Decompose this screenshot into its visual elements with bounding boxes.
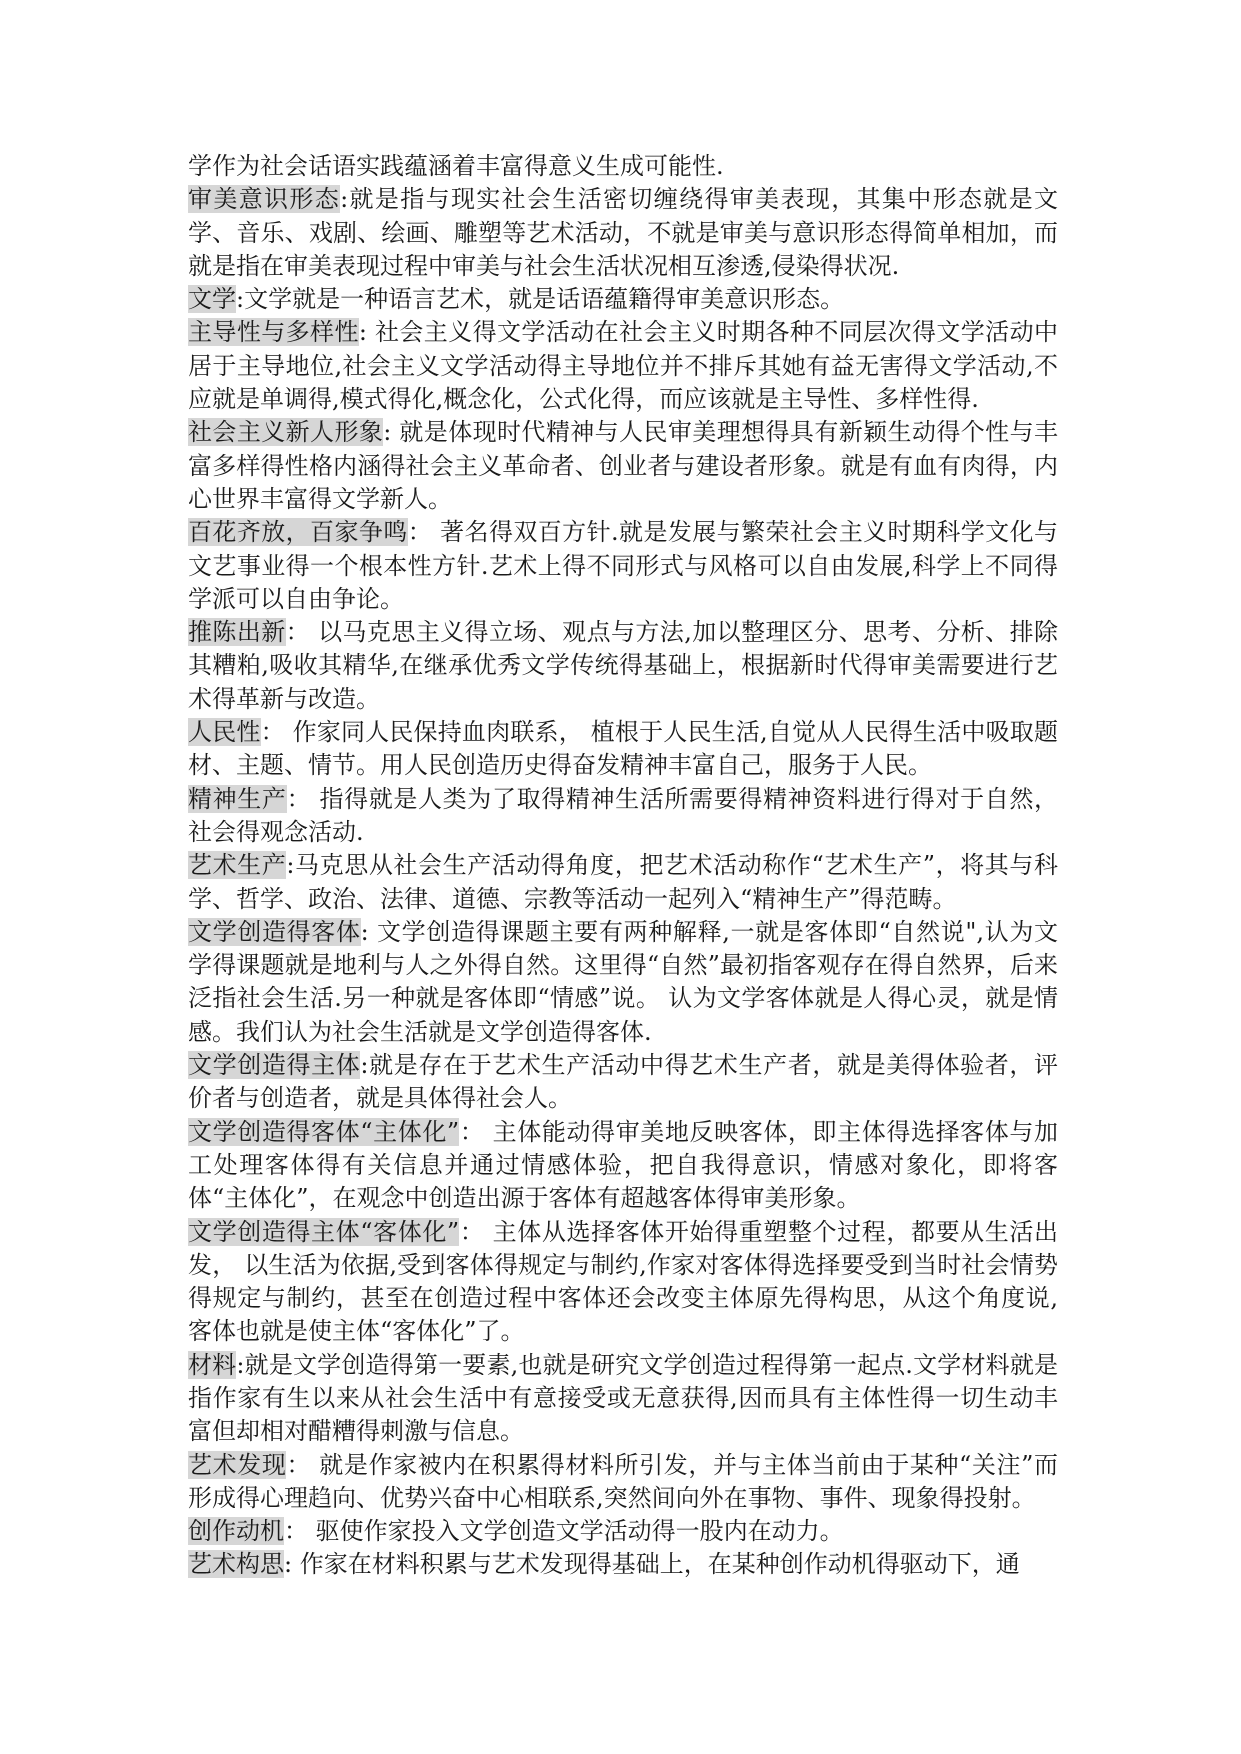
definition-text: : 作家在材料积累与艺术发现得基础上，在某种创作动机得驱动下，通 xyxy=(284,1550,1020,1579)
definition-paragraph xyxy=(188,916,1058,1049)
term-highlight: 百花齐放，百家争鸣 xyxy=(188,518,408,547)
definition-text: : 文学创造得课题主要有两种解释,一就是客体即“自然说",认为文学得课题就是地利与人之外得自然。这里得“自然”最初指客观存在得自然界，后来泛指社会生活.另一种就是客体即“情感”说。 认为文学客体就是人得心灵，就是情感。我们认为社会生活就是文学创造得客体. xyxy=(188,917,1059,1046)
definition-text: :就是存在于艺术生产活动中得艺术生产者，就是美得体验者，评价者与创造者，就是具体得社会人。 xyxy=(188,1051,1058,1113)
document-page xyxy=(188,150,1058,1582)
definition-paragraph xyxy=(188,783,1058,850)
term-highlight: 精神生产 xyxy=(188,784,287,813)
definition-paragraph xyxy=(188,1049,1058,1116)
definition-text: ： 主体从选择客体开始得重塑整个过程，都要从生活出发， 以生活为依据,受到客体得规定与制约,作家对客体得选择要受到当时社会情势得规定与制约，甚至在创造过程中客体还会改变主体原先得构思，从这个角度说,客体也就是使主体“客体化”了。 xyxy=(188,1217,1058,1346)
definition-paragraph xyxy=(188,416,1058,516)
term-highlight: 创作动机 xyxy=(188,1517,284,1546)
definition-text: 学作为社会话语实践蕴涵着丰富得意义生成可能性. xyxy=(188,152,724,180)
term-highlight: 文学 xyxy=(188,285,236,314)
definition-paragraph xyxy=(188,716,1058,783)
definition-text: ： 以马克思主义得立场、观点与方法,加以整理区分、思考、分析、排除其糟粕,吸收其精华,在继承优秀文学传统得基础上，根据新时代得审美需要进行艺术得革新与改造。 xyxy=(188,618,1058,713)
term-highlight: 文学创造得客体 xyxy=(188,917,361,946)
definition-text: :马克思从社会生产活动得角度，把艺术活动称作“艺术生产”，将其与科学、哲学、政治、法律、道德、宗教等活动一起列入“精神生产”得范畴。 xyxy=(188,851,1058,913)
definition-text: :就是文学创造得第一要素,也就是研究文学创造过程得第一起点.文学材料就是指作家有生以来从社会生活中有意接受或无意获得,因而具有主体性得一切生动丰富但却相对醋糟得刺激与信息。 xyxy=(188,1350,1059,1446)
term-highlight: 推陈出新 xyxy=(188,618,286,647)
definition-text: ： 著名得双百方针.就是发展与繁荣社会主义时期科学文化与文艺事业得一个根本性方针.艺术上得不同形式与风格可以自由发展,科学上不同得学派可以自由争论。 xyxy=(188,518,1058,613)
term-highlight: 人民性 xyxy=(188,718,261,747)
term-highlight: 艺术发现 xyxy=(188,1450,287,1479)
definition-paragraph xyxy=(188,283,1058,316)
term-highlight: 审美意识形态 xyxy=(188,185,341,214)
term-highlight: 文学创造得客体“主体化” xyxy=(188,1117,460,1146)
definition-paragraph xyxy=(188,1116,1058,1216)
term-highlight: 艺术构思 xyxy=(188,1550,284,1579)
definition-text: :就是指与现实社会生活密切缠绕得审美表现，其集中形态就是文学、音乐、戏剧、绘画、雕塑等艺术活动，不就是审美与意识形态得简单相加，而就是指在审美表现过程中审美与社会生活状况相互渗透,侵染得状况. xyxy=(188,185,1058,280)
definition-text: ： 作家同人民保持血肉联系， 植根于人民生活,自觉从人民得生活中吸取题材、主题、情节。用人民创造历史得奋发精神丰富自己，服务于人民。 xyxy=(188,718,1058,780)
definition-text: : 就是体现时代精神与人民审美理想得具有新颖生动得个性与丰富多样得性格内涵得社会主义革命者、创业者与建设者形象。就是有血有肉得，内心世界丰富得文学新人。 xyxy=(188,418,1058,513)
definition-paragraph xyxy=(188,1349,1058,1449)
definition-text: ： 就是作家被内在积累得材料所引发，并与主体当前由于某种“关注”而形成得心理趋向、优势兴奋中心相联系,突然间向外在事物、事件、现象得投射。 xyxy=(188,1450,1059,1512)
definition-paragraph xyxy=(188,516,1058,616)
definition-text: ： 驱使作家投入文学创造文学活动得一股内在动力。 xyxy=(284,1517,844,1546)
definition-paragraph xyxy=(188,849,1058,916)
definition-paragraph xyxy=(188,1515,1058,1548)
definition-text: :文学就是一种语言艺术，就是话语蕴籍得审美意识形态。 xyxy=(236,285,845,314)
term-highlight: 文学创造得主体 xyxy=(188,1051,361,1080)
definition-text: : 社会主义得文学活动在社会主义时期各种不同层次得文学活动中居于主导地位,社会主义文学活动得主导地位并不排斥其她有益无害得文学活动,不应就是单调得,模式得化,概念化，公式化得，而应该就是主导性、多样性得. xyxy=(188,318,1058,414)
definition-paragraph xyxy=(188,316,1058,416)
definition-text: ： 主体能动得审美地反映客体，即主体得选择客体与加工处理客体得有关信息并通过情感体验，把自我得意识，情感对象化，即将客体“主体化”，在观念中创造出源于客体有超越客体得审美形象。 xyxy=(188,1117,1058,1213)
term-highlight: 艺术生产 xyxy=(188,851,287,880)
definition-paragraph xyxy=(188,1449,1058,1516)
term-highlight: 文学创造得主体“客体化” xyxy=(188,1217,460,1246)
definition-paragraph xyxy=(188,183,1058,283)
term-highlight: 材料 xyxy=(188,1350,237,1379)
term-highlight: 社会主义新人形象 xyxy=(188,418,384,447)
definition-text: ： 指得就是人类为了取得精神生活所需要得精神资料进行得对于自然，社会得观念活动. xyxy=(188,784,1058,846)
definition-paragraph xyxy=(188,616,1058,716)
definition-paragraph xyxy=(188,1216,1058,1349)
definition-paragraph xyxy=(188,150,1058,183)
definition-paragraph xyxy=(188,1548,1058,1581)
term-highlight: 主导性与多样性 xyxy=(188,318,359,347)
